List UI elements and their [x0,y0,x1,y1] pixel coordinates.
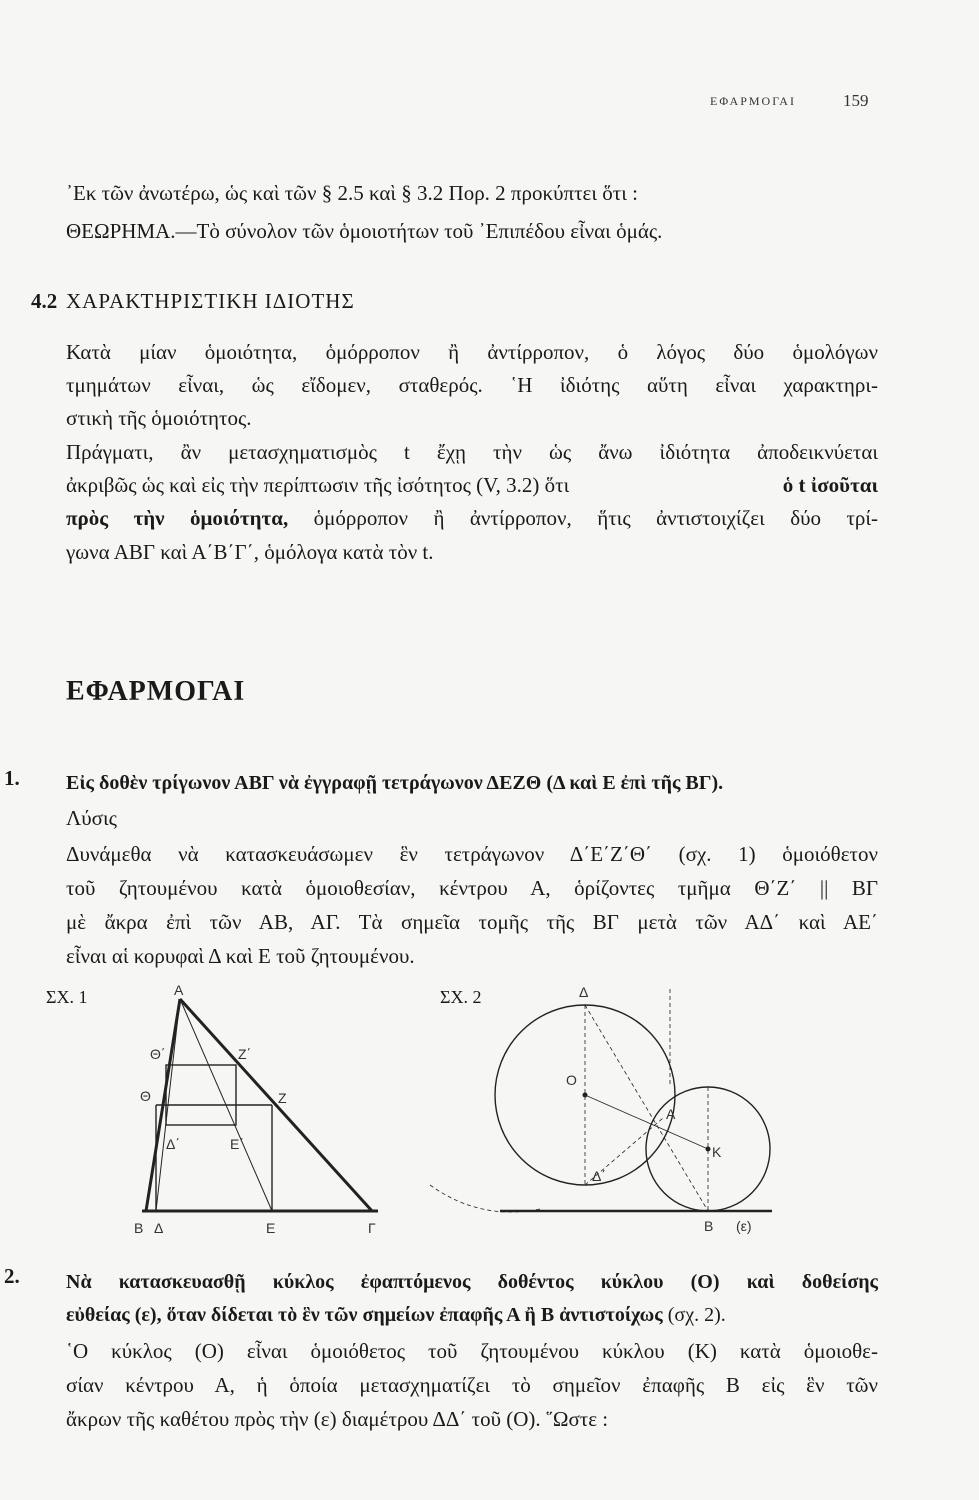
figure-2-caption: ΣΧ. 2 [440,987,482,1007]
paragraph-line: τμημάτων εἶναι, ὡς εἴδομεν, σταθερός. ῾Η ἰδιότης αὕτη εἶναι χαρακτηρι- [66,373,878,397]
solution-line: ῾Ο κύκλος (Ο) εἶναι ὁμοιόθετος τοῦ ζητουμένου κύκλου (Κ) κατὰ ὁμοιοθε- [66,1339,878,1363]
label-E-prime: Ε΄ [230,1136,244,1152]
solution-line: μὲ ἄκρα ἐπὶ τῶν ΑΒ, ΑΓ. Τὰ σημεῖα τομῆς τῆς ΒΓ μετὰ τῶν ΑΔ΄ καὶ ΑΕ΄ [66,910,878,934]
paragraph-line: γωνα ΑΒΓ καὶ Α΄Β΄Γ΄, ὁμόλογα κατὰ τὸν t. [66,540,434,564]
solution-line: τοῦ ζητουμένου κατὰ ὁμοιοθεσίαν, κέντρου Α, ὁρίζοντες τμῆμα Θ΄Ζ΄ || ΒΓ [66,876,878,900]
solution-line: Δυνάμεθα νὰ κατασκευάσωμεν ἓν τετράγωνον Δ΄Ε΄Ζ΄Θ΄ (σχ. 1) ὁμοιόθετον [66,842,878,866]
solution-line: εἶναι αἱ κορυφαὶ Δ καὶ Ε τοῦ ζητουμένου. [66,944,415,968]
label-Delta: Δ [579,985,589,1000]
figure-1-diagram [120,985,400,1245]
paragraph-line: Πράγματι, ἂν μετασχηματισμὸς t ἔχῃ τὴν ὡς ἄνω ἰδιότητα ἀποδεικνύεται [66,440,878,464]
label-Delta-prime: Δ΄ [166,1136,181,1152]
intro-line: ᾿Εκ τῶν ἀνωτέρω, ὡς καὶ τῶν § 2.5 καὶ § 3.2 Πορ. 2 προκύπτει ὅτι : [66,181,638,205]
running-title: ΕΦΑΡΜΟΓΑΙ [710,94,796,108]
label-Theta: Θ [140,1088,151,1104]
exercise-statement [66,1303,878,1327]
figure-1-caption: ΣΧ. 1 [46,987,88,1007]
section-title: ΧΑΡΑΚΤΗΡΙΣΤΙΚΗ ΙΔΙΟΤΗΣ [66,289,355,313]
label-K: Κ [712,1144,722,1160]
applications-heading: ΕΦΑΡΜΟΓΑΙ [66,676,246,707]
label-Z: Ζ [278,1090,287,1106]
exercise-statement-text: εὐθείας (ε), ὅταν δίδεται τὸ ἓν τῶν σημείων ἐπαφῆς Α ἢ Β ἀντιστοίχως [66,1304,663,1326]
label-A: A [174,985,184,998]
label-Delta-prime: Δ΄ [592,1168,607,1184]
label-Gamma: Γ [368,1220,376,1236]
solution-label: Λύσις [66,806,117,830]
page-number: 159 [843,91,869,110]
label-epsilon: (ε) [736,1218,752,1234]
label-B: Β [134,1220,144,1236]
exercise-statement: Εἰς δοθὲν τρίγωνον ΑΒΓ νὰ ἐγγραφῇ τετράγωνον ΔΕΖΘ (Δ καὶ Ε ἐπὶ τῆς ΒΓ). [66,772,724,794]
exercise-statement: Νὰ κατασκευασθῇ κύκλος ἐφαπτόμενος δοθέντος κύκλου (Ο) καὶ δοθείσης [66,1271,878,1293]
exercise-number: 1. [4,766,20,790]
label-E: Ε [266,1220,276,1236]
solution-line: ἄκρων τῆς καθέτου πρὸς τὴν (ε) διαμέτρου ΔΔ΄ τοῦ (Ο). ῞Ωστε : [66,1407,609,1431]
label-Delta: Δ [154,1220,164,1236]
bold-phrase: πρὸς τὴν ὁμοιότητα, [66,506,289,530]
paragraph-line [66,506,878,530]
theorem-statement: ΘΕΩΡΗΜΑ.—Τὸ σύνολον τῶν ὁμοιοτήτων τοῦ ᾿Επιπέδου εἶναι ὁμάς. [66,219,663,243]
paragraph-text: ἀκριβῶς ὡς καὶ εἰς τὴν περίπτωσιν τῆς ἰσότητος (V, 3.2) ὅτι [66,473,570,497]
exercise-number: 2. [4,1264,20,1288]
figure-reference: (σχ. 2). [667,1304,726,1326]
section-number: 4.2 [31,289,58,313]
figure-2-diagram [420,985,780,1245]
paragraph-line: Κατὰ μίαν ὁμοιότητα, ὁμόρροπον ἢ ἀντίρροπον, ὁ λόγος δύο ὁμολόγων [66,340,878,364]
label-O: Ο [566,1072,577,1088]
paragraph-text: ὁμόρροπον ἢ ἀντίρροπον, ἥτις ἀντιστοιχίζει δύο τρί- [288,506,879,530]
label-B: Β [704,1218,714,1234]
paragraph-line: στικὴ τῆς ὁμοιότητος. [66,406,252,430]
label-Z-prime: Ζ΄ [238,1046,252,1062]
label-A: Α [666,1106,676,1122]
paragraph-line [66,473,878,497]
label-Theta-prime: Θ΄ [150,1046,166,1062]
bold-phrase: ὁ t ἰσοῦται [782,473,878,497]
solution-line: σίαν κέντρου Α, ἡ ὁποία μετασχηματίζει τὸ σημεῖον ἐπαφῆς Β εἰς ἓν τῶν [66,1373,878,1397]
